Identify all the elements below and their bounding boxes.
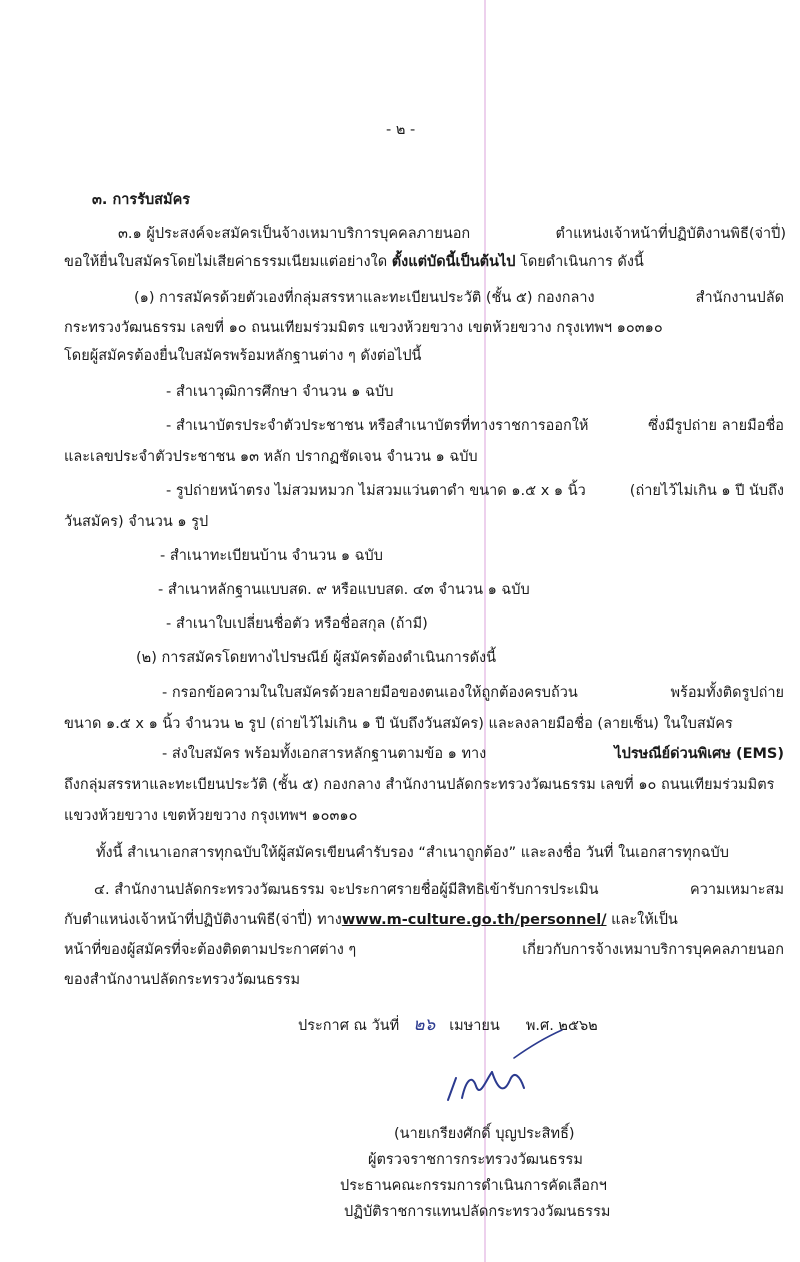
document-list-item: - สำเนาทะเบียนบ้าน จำนวน ๑ ฉบับ: [160, 548, 383, 564]
certification-note: ทั้งนี้ สำเนาเอกสารทุกฉบับให้ผู้สมัครเขียนคำรับรอง “สำเนาถูกต้อง” และลงชื่อ วันที่ ในเอกสารทุกฉบับ: [96, 845, 729, 861]
signatory-committee-role: ประธานคณะกรรมการดำเนินการคัดเลือกฯ: [340, 1178, 607, 1194]
item-1-line-2: กระทรวงวัฒนธรรม เลขที่ ๑๐ ถนนเทียมร่วมมิตร แขวงห้วยขวาง เขตห้วยขวาง กรุงเทพฯ ๑๐๓๑๐: [64, 320, 663, 336]
section-4-line-3: หน้าที่ของผู้สมัครที่จะต้องติดตามประกาศต่าง ๆ เกี่ยวกับการจ้างเหมาบริการบุคคลภายนอก: [64, 942, 784, 958]
handwritten-day: ๒๖: [413, 1015, 436, 1035]
signatory-name: (นายเกรียงศักดิ์ บุญประสิทธิ์): [394, 1126, 575, 1142]
personnel-website-link[interactable]: www.m-culture.go.th/personnel/: [341, 912, 607, 928]
item-1-line-3: โดยผู้สมัครต้องยื่นใบสมัครพร้อมหลักฐานต่าง ๆ ดังต่อไปนี้: [64, 348, 422, 364]
document-list-item: - รูปถ่ายหน้าตรง ไม่สวมหมวก ไม่สวมแว่นตาดำ ขนาด ๑.๕ x ๑ นิ้ว (ถ่ายไว้ไม่เกิน ๑ ปี นับถึง: [166, 483, 784, 499]
document-list-item-continued: วันสมัคร) จำนวน ๑ รูป: [64, 514, 209, 530]
signatory-acting-role: ปฏิบัติราชการแทนปลัดกระทรวงวัฒนธรรม: [344, 1204, 611, 1220]
item-2-heading: (๒) การสมัครโดยทางไปรษณีย์ ผู้สมัครต้องดำเนินการดังนี้: [136, 650, 497, 666]
document-list-item: - สำเนาบัตรประจำตัวประชาชน หรือสำเนาบัตรที่ทางราชการออกให้ ซึ่งมีรูปถ่าย ลายมือชื่อ: [166, 418, 784, 434]
section-4-line-1: ๔. สำนักงานปลัดกระทรวงวัฒนธรรม จะประกาศรายชื่อผู้มีสิทธิเข้ารับการประเมิน ความเหมาะสม: [94, 882, 784, 898]
document-list-item: - สำเนาใบเปลี่ยนชื่อตัว หรือชื่อสกุล (ถ้ามี): [166, 616, 428, 632]
signatory-title: ผู้ตรวจราชการกระทรวงวัฒนธรรม: [368, 1152, 583, 1168]
handwritten-signature: [436, 1028, 576, 1118]
section-4-line-4: ของสำนักงานปลัดกระทรวงวัฒนธรรม: [64, 972, 301, 988]
paragraph-3-1-line-1: ๓.๑ ผู้ประสงค์จะสมัครเป็นจ้างเหมาบริการบุคคลภายนอก ตำแหน่งเจ้าหน้าที่ปฏิบัติงานพิธี(จ่าปี่): [118, 226, 786, 242]
paragraph-3-1-line-2: ขอให้ยื่นใบสมัครโดยไม่เสียค่าธรรมเนียมแต่อย่างใด ตั้งแต่บัดนี้เป็นต้นไป โดยดำเนินการ ดังนี้: [64, 254, 644, 270]
item-2-instruction-2-line-3: แขวงห้วยขวาง เขตห้วยขวาง กรุงเทพฯ ๑๐๓๑๐: [64, 808, 358, 824]
announcement-date: ประกาศ ณ วันที่ ๒๖ เมษายน พ.ศ. ๒๕๖๒: [298, 1015, 598, 1035]
item-2-instruction-2-line-1: - ส่งใบสมัคร พร้อมทั้งเอกสารหลักฐานตามข้อ ๑ ทาง ไปรษณีย์ด่วนพิเศษ (EMS): [162, 746, 784, 762]
item-2-instruction-1-line-2: ขนาด ๑.๕ x ๑ นิ้ว จำนวน ๒ รูป (ถ่ายไว้ไม่เกิน ๑ ปี นับถึงวันสมัคร) และลงลายมือชื่อ (ลายเซ็น) ในใบสมัคร: [64, 716, 733, 732]
document-list-item-continued: และเลขประจำตัวประชาชน ๑๓ หลัก ปรากฏชัดเจน จำนวน ๑ ฉบับ: [64, 449, 478, 465]
document-list-item: - สำเนาหลักฐานแบบสด. ๙ หรือแบบสด. ๔๓ จำนวน ๑ ฉบับ: [158, 582, 530, 598]
section-heading-application: ๓. การรับสมัคร: [92, 192, 191, 208]
item-1-line-1: (๑) การสมัครด้วยตัวเองที่กลุ่มสรรหาและทะเบียนประวัติ (ชั้น ๕) กองกลาง สำนักงานปลัด: [134, 290, 784, 306]
document-list-item: - สำเนาวุฒิการศึกษา จำนวน ๑ ฉบับ: [166, 384, 394, 400]
item-2-instruction-2-line-2: ถึงกลุ่มสรรหาและทะเบียนประวัติ (ชั้น ๕) กองกลาง สำนักงานปลัดกระทรวงวัฒนธรรม เลขที่ ๑๐ ถนนเทียมร่วมมิตร: [64, 777, 775, 793]
section-4-line-2: กับตำแหน่งเจ้าหน้าที่ปฏิบัติงานพิธี(จ่าปี่) ทางwww.m-culture.go.th/personnel/ และให้เป็น: [64, 912, 678, 928]
page-number: - ๒ -: [386, 122, 416, 138]
item-2-instruction-1-line-1: - กรอกข้อความในใบสมัครด้วยลายมือของตนเองให้ถูกต้องครบถ้วน พร้อมทั้งติดรูปถ่าย: [162, 685, 784, 701]
